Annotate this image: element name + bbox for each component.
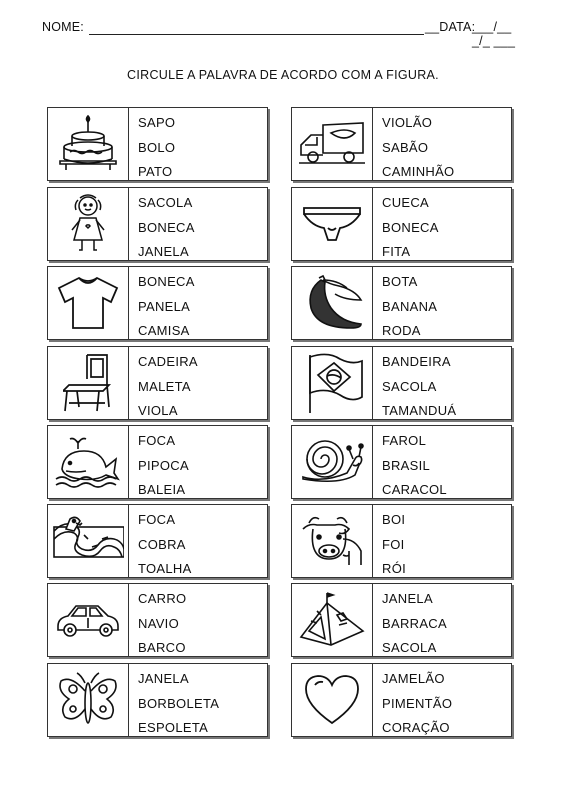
word-option[interactable]: CORAÇÃO bbox=[382, 720, 450, 736]
word-option[interactable]: FITA bbox=[382, 244, 411, 260]
heart-icon bbox=[292, 664, 373, 736]
word-option[interactable]: TOALHA bbox=[138, 561, 192, 577]
exercise-card bbox=[47, 583, 268, 657]
word-option[interactable]: BARCO bbox=[138, 640, 186, 656]
word-option[interactable]: SACOLA bbox=[138, 195, 193, 210]
word-option[interactable]: CAMINHÃO bbox=[382, 164, 455, 180]
word-option[interactable]: MALETA bbox=[138, 378, 191, 394]
word-option[interactable]: VIOLA bbox=[138, 403, 178, 419]
exercise-card bbox=[47, 663, 268, 737]
cake-icon bbox=[48, 108, 129, 180]
exercise-card bbox=[291, 425, 512, 499]
word-option[interactable]: JANELA bbox=[138, 671, 189, 686]
doll-icon bbox=[48, 188, 129, 260]
word-option[interactable]: ESPOLETA bbox=[138, 720, 209, 736]
tshirt-icon bbox=[48, 267, 129, 339]
exercise-card bbox=[291, 266, 512, 340]
date-field-slots[interactable]: ___/__ _/_ ___ bbox=[472, 20, 516, 48]
word-option[interactable]: FOCA bbox=[138, 512, 176, 527]
tent-icon bbox=[292, 584, 373, 656]
word-option[interactable]: VIOLÃO bbox=[382, 115, 433, 130]
word-option[interactable]: PATO bbox=[138, 164, 173, 180]
car-icon bbox=[48, 584, 129, 656]
word-option[interactable]: BRASIL bbox=[382, 457, 431, 473]
exercise-card bbox=[47, 346, 268, 420]
word-option[interactable]: FAROL bbox=[382, 433, 427, 448]
word-option[interactable]: SABÃO bbox=[382, 139, 429, 155]
word-option[interactable]: BOLO bbox=[138, 139, 176, 155]
date-label: __DATA: bbox=[425, 20, 476, 34]
word-option[interactable]: BONECA bbox=[138, 274, 195, 289]
word-option[interactable]: BALEIA bbox=[138, 482, 186, 498]
word-option[interactable]: JAMELÃO bbox=[382, 671, 445, 686]
word-option[interactable]: BARRACA bbox=[382, 615, 447, 631]
snail-icon bbox=[292, 426, 373, 498]
word-option[interactable]: SAPO bbox=[138, 115, 176, 130]
word-option[interactable]: SACOLA bbox=[382, 640, 437, 656]
word-option[interactable]: CARRO bbox=[138, 591, 187, 606]
exercise-card bbox=[47, 266, 268, 340]
exercise-card bbox=[291, 346, 512, 420]
word-option[interactable]: BONECA bbox=[382, 219, 439, 235]
word-option[interactable]: CUECA bbox=[382, 195, 430, 210]
word-option[interactable]: PIMENTÃO bbox=[382, 695, 453, 711]
header bbox=[42, 20, 526, 48]
word-option[interactable]: CADEIRA bbox=[138, 354, 198, 369]
exercise-card bbox=[291, 187, 512, 261]
word-option[interactable]: RÓI bbox=[382, 561, 407, 577]
instruction: CIRCULE A PALAVRA DE ACORDO COM A FIGURA. bbox=[127, 68, 439, 82]
word-option[interactable]: BORBOLETA bbox=[138, 695, 220, 711]
word-option[interactable]: JANELA bbox=[138, 244, 189, 260]
word-option[interactable]: PANELA bbox=[138, 298, 191, 314]
word-option[interactable]: BOTA bbox=[382, 274, 418, 289]
word-option[interactable]: RODA bbox=[382, 323, 421, 339]
whale-icon bbox=[48, 426, 129, 498]
exercise-card bbox=[47, 504, 268, 578]
word-option[interactable]: FOI bbox=[382, 536, 405, 552]
word-option[interactable]: JANELA bbox=[382, 591, 433, 606]
word-option[interactable]: BONECA bbox=[138, 219, 195, 235]
butterfly-icon bbox=[48, 664, 129, 736]
bananas-icon bbox=[292, 267, 373, 339]
snake-icon bbox=[48, 505, 129, 577]
chair-icon bbox=[48, 347, 129, 419]
exercise-card bbox=[47, 425, 268, 499]
exercise-card bbox=[291, 583, 512, 657]
exercise-card bbox=[291, 663, 512, 737]
word-option[interactable]: TAMANDUÁ bbox=[382, 403, 457, 419]
exercise-card bbox=[291, 107, 512, 181]
name-field-line[interactable] bbox=[89, 34, 424, 35]
word-option[interactable]: CARACOL bbox=[382, 482, 447, 498]
word-option[interactable]: SACOLA bbox=[382, 378, 437, 394]
truck-icon bbox=[292, 108, 373, 180]
word-option[interactable]: BANANA bbox=[382, 298, 438, 314]
exercise-card bbox=[47, 107, 268, 181]
word-option[interactable]: BOI bbox=[382, 512, 406, 527]
word-option[interactable]: BANDEIRA bbox=[382, 354, 451, 369]
word-option[interactable]: NAVIO bbox=[138, 615, 179, 631]
word-option[interactable]: CAMISA bbox=[138, 323, 190, 339]
underwear-icon bbox=[292, 188, 373, 260]
word-option[interactable]: FOCA bbox=[138, 433, 176, 448]
exercise-card bbox=[291, 504, 512, 578]
flag-icon bbox=[292, 347, 373, 419]
name-label: NOME: bbox=[42, 20, 84, 34]
word-option[interactable]: PIPOCA bbox=[138, 457, 189, 473]
exercise-card bbox=[47, 187, 268, 261]
word-option[interactable]: COBRA bbox=[138, 536, 186, 552]
ox-icon bbox=[292, 505, 373, 577]
